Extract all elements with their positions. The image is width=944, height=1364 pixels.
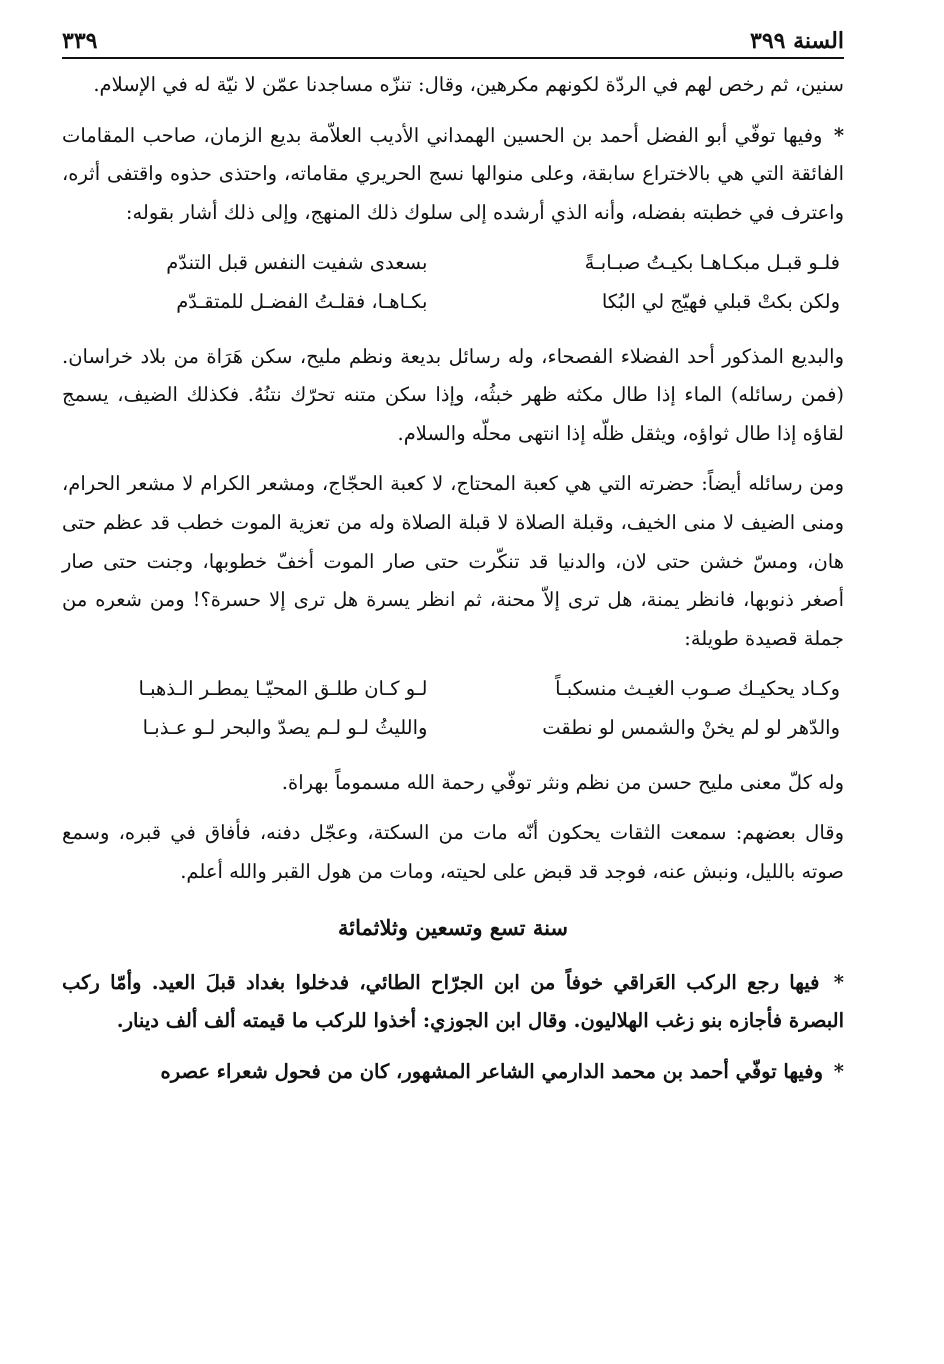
verse-first-hemistich: والدّهر لو لم يخنْ والشمس لو نطقت [542, 715, 840, 739]
page-header [62, 20, 844, 54]
paragraph-7 [62, 964, 844, 1041]
asterisk-bullet: * [833, 1060, 844, 1084]
poem-block-2 [62, 670, 844, 747]
verse-first-hemistich: وكـاد يحكيـك صـوب الغيـث منسكبـاً [555, 677, 840, 701]
page-number: ٣٣٩ [62, 28, 98, 54]
paragraph-8 [62, 1053, 844, 1092]
paragraph-8-text: وفيها توفّي أحمد بن محمد الدارمي الشاعر المشهور، كان من فحول شعراء عصره [160, 1060, 823, 1084]
paragraph-2-text: وفيها توفّي أبو الفضل أحمد بن الحسين الهمداني الأديب العلاّمة بديع الزمان، صاحب المقامات الفائقة التي هي بالاختراع سابقة، وعلى منوالها نسج الحريري مقاماته، واحتذى حذوه واقتفى أثره، واعترف في خطبته بفضله، وأنه الذي أرشده إلى سلوك ذلك المنهج، وإلى ذلك أشار بقوله: [62, 123, 844, 224]
paragraph-4: ومن رسائله أيضاً: حضرته التي هي كعبة المحتاج، لا كعبة الحجّاج، ومشعر الكرام لا مشعر الحرام، ومنى الضيف لا منى الخيف، وقبلة الصلاة لا قبلة الصلاة وله من تعزية الموت خطب قد عظم حتى هان، ومسّ خشن حتى لان، والدنيا قد تنكّرت حتى صار الموت أخفّ خطوبها، وجنت حتى صار أصغر ذنوبها، فانظر يمنة، هل ترى إلاّ محنة، ثم انظر يسرة هل ترى إلا حسرة؟! ومن شعره من جملة قصيدة طويلة: [62, 472, 844, 650]
paragraph-5: وله كلّ معنى مليح حسن من نظم ونثر توفّي رحمة الله مسموماً بهراة. [281, 770, 844, 794]
verse-second-hemistich: لـو كـان طلـق المحيّـا يمطـر الـذهبـا [138, 677, 428, 701]
verse-second-hemistich: بكـاهـا، فقلـتُ الفضـل للمتقـدّم [176, 289, 428, 313]
verse-second-hemistich: والليثُ لـو لـم يصدّ والبحر لـو عـذبـا [142, 715, 428, 739]
verse-second-hemistich: بسعدى شفيت النفس قبل التندّم [166, 251, 428, 275]
page-body [62, 66, 844, 1104]
verse-line [62, 283, 844, 322]
verse-first-hemistich: ولكن بكتْ قبلي فهيّج لي البُكا [601, 289, 840, 313]
paragraph-2 [62, 117, 844, 233]
verse-line [62, 244, 844, 283]
paragraph-1: سنين، ثم رخص لهم في الردّة لكونهم مكرهين، وقال: تنزّه مساجدنا عمّن لا نيّة له في الإسلام. [93, 73, 844, 96]
asterisk-bullet: * [833, 970, 844, 994]
paragraph-6: وقال بعضهم: سمعت الثقات يحكون أنّه مات من السكتة، وعجّل دفنه، فأفاق في قبره، وسمع صوته بالليل، ونبش عنه، فوجد قد قبض على لحيته، ومات من هول القبر والله أعلم. [62, 821, 844, 883]
verse-line [62, 670, 844, 709]
asterisk-bullet: * [833, 123, 845, 147]
paragraph-3: والبديع المذكور أحد الفضلاء الفصحاء، وله رسائل بديعة ونظم مليح، سكن هَرَاة من بلاد خراسان. (فمن رسائله) الماء إذا طال مكثه ظهر خبثُه، وإذا سكن متنه تحرّك نتنُهُ. فكذلك الضيف، يسمج لقاؤه إذا طال ثواؤه، ويثقل ظلّه إذا انتهى محلّه والسلام. [62, 344, 844, 445]
paragraph-7-text: فيها رجع الركب العَراقي خوفاً من ابن الجرّاح الطائي، فدخلوا بغداد قبلَ العيد. وأمّا ركب البصرة فأجازه بنو زغب الهلاليون. وقال ابن الجوزي: أخذوا للركب ما قيمته ألف ألف دينار. [62, 970, 844, 1033]
verse-first-hemistich: فلـو قبـل مبكـاهـا بكيـتُ صبـابـةً [584, 251, 840, 275]
book-page [62, 0, 844, 1364]
verse-line [62, 709, 844, 748]
section-title: سنة تسع وتسعين وثلاثمائة [337, 915, 569, 941]
running-title: السنة ٣٩٩ [750, 28, 844, 54]
poem-block-1 [62, 244, 844, 321]
header-rule [62, 57, 844, 59]
